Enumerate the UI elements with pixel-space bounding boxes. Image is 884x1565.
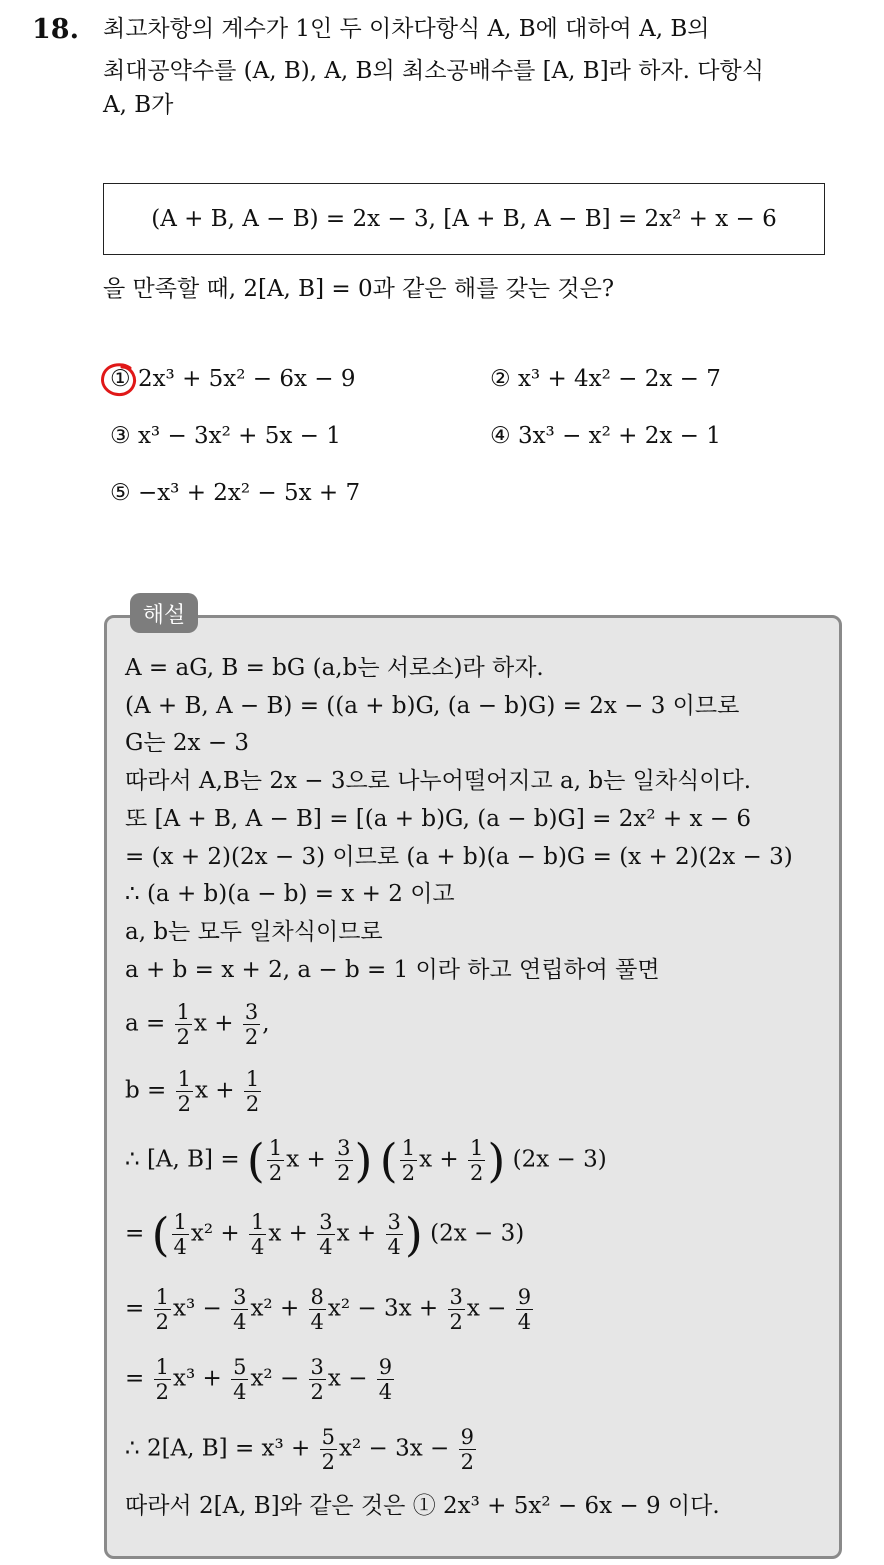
question-line-1: 최고차항의 계수가 1인 두 이차다항식 A, B에 대하여 A, B의: [103, 16, 710, 42]
fraction: $\frac{9}{4}$: [378, 1355, 393, 1404]
fraction: $\frac{1}{2}$: [401, 1136, 416, 1185]
question-number: 18.: [32, 14, 79, 45]
solution-line-expand-1: = ( $\frac{1}{4}$ x² + $\frac{1}{4}$ x + $\frac{3}{4}$ x + $\frac{3}{4}$ ) (2x − 3): [125, 1207, 525, 1262]
solution-line-2: (A + B, A − B) = ((a + b)G, (a − b)G) = 2x − 3 이므로: [125, 693, 740, 719]
fraction: $\frac{9}{4}$: [517, 1285, 532, 1334]
option-4[interactable]: [490, 423, 721, 449]
b-lhs: b =: [125, 1077, 167, 1104]
condition-text: (A + B, A − B) = 2x − 3, [A + B, A − B] = 2x² + x − 6: [151, 206, 777, 232]
solution-line-expand-3: = $\frac{1}{2}$ x³ + $\frac{5}{4}$ x² − $\frac{3}{2}$ x − $\frac{9}{4}$: [125, 1355, 393, 1404]
fraction: $\frac{8}{4}$: [310, 1285, 324, 1334]
option-3[interactable]: [110, 423, 341, 449]
option-1-expr: 2x³ + 5x² − 6x − 9: [137, 366, 356, 392]
option-4-label: ④: [490, 423, 511, 449]
fraction: $\frac{9}{2}$: [460, 1425, 474, 1474]
solution-line-5: 또 [A + B, A − B] = [(a + b)G, (a − b)G] = 2x² + x − 6: [125, 806, 751, 832]
question-prompt: 을 만족할 때, 2[A, B] = 0과 같은 해를 갖는 것은?: [103, 276, 615, 302]
solution-line-b: b = $\frac{1}{2}$ x + $\frac{1}{2}$: [125, 1067, 260, 1116]
option-2[interactable]: [490, 366, 721, 392]
question-line-2: 최대공약수를 (A, B), A, B의 최소공배수를 [A, B]라 하자. 다항식: [103, 58, 764, 84]
fraction: $\frac{3}{2}$: [337, 1136, 351, 1185]
final-lhs: ∴ 2[A, B] = x³ +: [125, 1435, 311, 1462]
condition-box: [103, 183, 825, 255]
fraction: $\frac{3}{4}$: [233, 1285, 247, 1334]
option-5[interactable]: [110, 480, 360, 506]
solution-line-a: a = $\frac{1}{2}$ x + $\frac{3}{2}$ ,: [125, 1000, 270, 1049]
fraction: $\frac{1}{2}$: [268, 1136, 283, 1185]
fraction: $\frac{5}{2}$: [321, 1425, 336, 1474]
solution-line-9: a + b = x + 2, a − b = 1 이라 하고 연립하여 풀면: [125, 957, 660, 983]
option-2-expr: x³ + 4x² − 2x − 7: [517, 366, 721, 392]
solution-tab: 해설: [130, 593, 198, 633]
option-3-label: ③: [110, 423, 131, 449]
fraction: $\frac{3}{4}$: [319, 1210, 333, 1259]
option-3-expr: x³ − 3x² + 5x − 1: [137, 423, 341, 449]
solution-line-8: a, b는 모두 일차식이므로: [125, 919, 383, 945]
solution-line-3: G는 2x − 3: [125, 730, 250, 756]
fraction: $\frac{1}{2}$: [155, 1355, 169, 1404]
solution-line-4: 따라서 A,B는 2x − 3으로 나누어떨어지고 a, b는 일차식이다.: [125, 768, 752, 794]
option-1[interactable]: [110, 366, 356, 392]
lcm-lhs: ∴ [A, B] =: [125, 1146, 240, 1173]
fraction: $\frac{5}{4}$: [233, 1355, 247, 1404]
option-5-label: ⑤: [110, 480, 131, 506]
option-4-expr: 3x³ − x² + 2x − 1: [517, 423, 721, 449]
solution-line-1: A = aG, B = bG (a,b는 서로소)라 하자.: [125, 655, 544, 681]
fraction: $\frac{3}{2}$: [449, 1285, 463, 1334]
a-lhs: a =: [125, 1010, 166, 1037]
fraction: $\frac{1}{4}$: [173, 1210, 187, 1259]
solution-line-lcm: ∴ [A, B] = ( $\frac{1}{2}$ x + $\frac{3}{2}$ ) ( $\frac{1}{2}$ x + $\frac{1}{2}$ ) (2x − 3): [125, 1133, 607, 1188]
option-5-expr: −x³ + 2x² − 5x + 7: [137, 480, 361, 506]
solution-conclusion: 따라서 2[A, B]와 같은 것은 ① 2x³ + 5x² − 6x − 9 이다.: [125, 1493, 720, 1519]
solution-line-6: = (x + 2)(2x − 3) 이므로 (a + b)(a − b)G = (x + 2)(2x − 3): [125, 844, 793, 870]
solution-line-7: ∴ (a + b)(a − b) = x + 2 이고: [125, 881, 455, 907]
fraction: $\frac{1}{2}$: [177, 1067, 191, 1116]
option-1-label: ①: [110, 366, 131, 392]
solution-line-final-eq: ∴ 2[A, B] = x³ + $\frac{5}{2}$ x² − 3x − $\frac{9}{2}$: [125, 1425, 474, 1474]
fraction: $\frac{3}{2}$: [244, 1000, 259, 1049]
fraction: $\frac{1}{2}$: [155, 1285, 169, 1334]
fraction: $\frac{1}{2}$: [176, 1000, 190, 1049]
option-2-label: ②: [490, 366, 511, 392]
fraction: $\frac{3}{4}$: [387, 1210, 401, 1259]
question-line-3: A, B가: [103, 92, 174, 118]
fraction: $\frac{1}{2}$: [245, 1067, 260, 1116]
solution-line-expand-2: = $\frac{1}{2}$ x³ − $\frac{3}{4}$ x² + $\frac{8}{4}$ x² − 3x + $\frac{3}{2}$ x − $\frac{9}{4}$: [125, 1285, 532, 1334]
fraction: $\frac{3}{2}$: [310, 1355, 324, 1404]
fraction: $\frac{1}{4}$: [251, 1210, 265, 1259]
fraction: $\frac{1}{2}$: [469, 1136, 484, 1185]
